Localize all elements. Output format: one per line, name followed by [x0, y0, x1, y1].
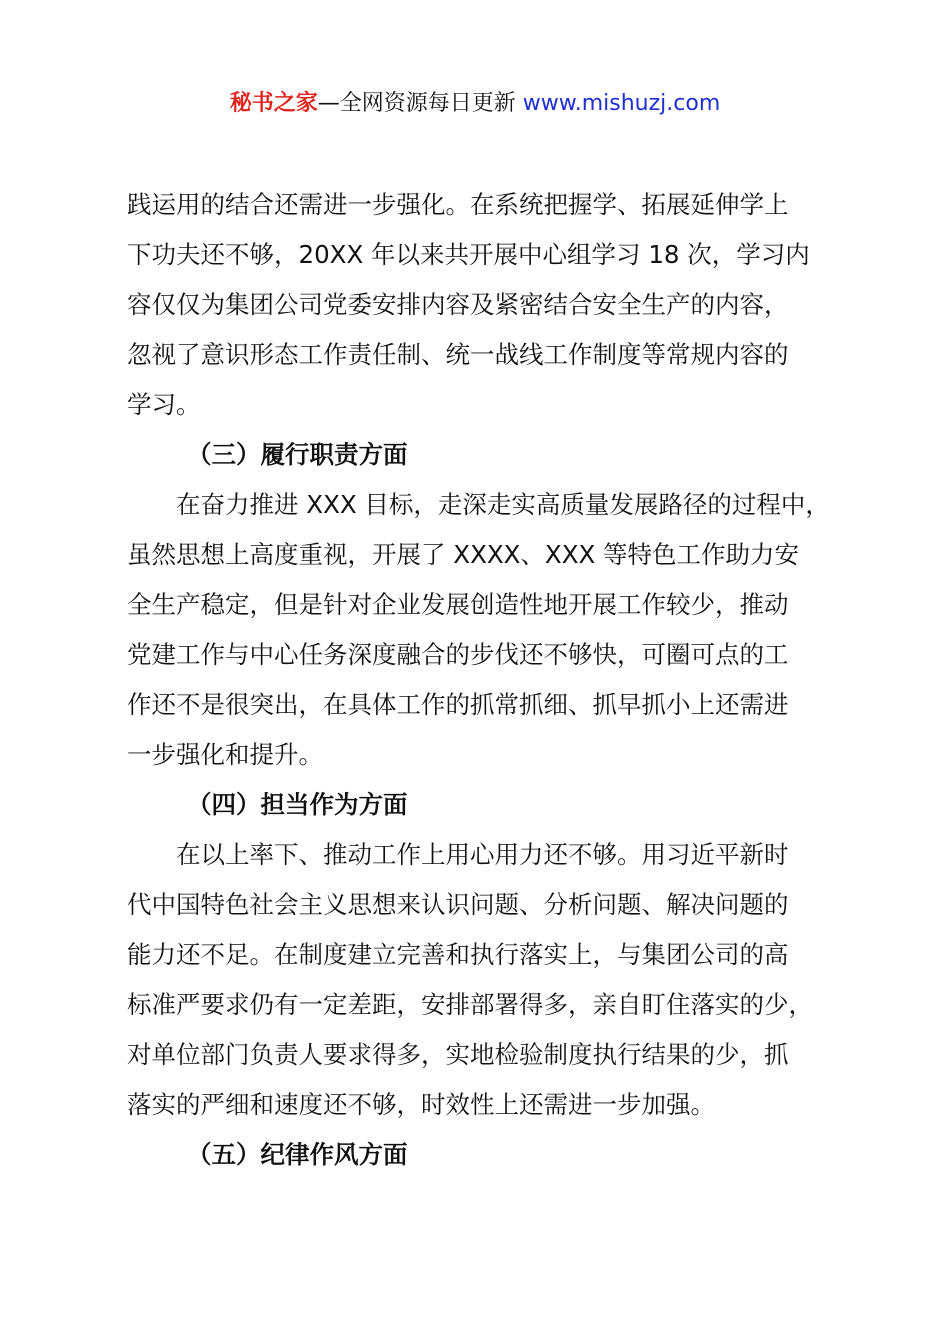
section-heading-3: （三）履行职责方面 — [187, 440, 408, 469]
paragraph-line: 落实的严细和速度还不够，时效性上还需进一步加强。 — [127, 1090, 715, 1119]
paragraph-first-line: 在以上率下、推动工作上用心用力还不够。用习近平新时 — [176, 840, 789, 869]
paragraph-line: 党建工作与中心任务深度融合的步伐还不够快，可圈可点的工 — [127, 640, 789, 669]
paragraph-line: 虽然思想上高度重视，开展了 XXXX、XXX 等特色工作助力安 — [127, 540, 800, 569]
paragraph-line: 一步强化和提升。 — [127, 740, 323, 769]
page-header — [0, 88, 950, 120]
brand-name: 秘书之家 — [229, 91, 318, 116]
paragraph-line: 标准严要求仍有一定差距，安排部署得多，亲自盯住落实的少， — [127, 990, 813, 1019]
header-tagline: —全网资源每日更新 — [317, 91, 523, 116]
paragraph-line: 代中国特色社会主义思想来认识问题、分析问题、解决问题的 — [127, 890, 789, 919]
paragraph-line: 对单位部门负责人要求得多，实地检验制度执行结果的少，抓 — [127, 1040, 789, 1069]
paragraph-line: 能力还不足。在制度建立完善和执行落实上，与集团公司的高 — [127, 940, 789, 969]
section-heading-4: （四）担当作为方面 — [187, 790, 408, 819]
document-body — [127, 180, 857, 1180]
paragraph-first-line: 在奋力推进 XXX 目标，走深走实高质量发展路径的过程中， — [176, 490, 830, 519]
site-url-link[interactable]: www.mishuzj.com — [522, 91, 721, 116]
paragraph-line: 践运用的结合还需进一步强化。在系统把握学、拓展延伸学上 — [127, 190, 789, 219]
paragraph-line: 学习。 — [127, 390, 201, 419]
paragraph-line: 容仅仅为集团公司党委安排内容及紧密结合安全生产的内容， — [127, 290, 789, 319]
paragraph-line: 作还不是很突出，在具体工作的抓常抓细、抓早抓小上还需进 — [127, 690, 789, 719]
paragraph-line: 全生产稳定，但是针对企业发展创造性地开展工作较少，推动 — [127, 590, 789, 619]
paragraph-line: 忽视了意识形态工作责任制、统一战线工作制度等常规内容的 — [127, 340, 789, 369]
paragraph-line: 下功夫还不够，20XX 年以来共开展中心组学习 18 次，学习内 — [127, 240, 810, 269]
section-heading-5: （五）纪律作风方面 — [187, 1140, 408, 1169]
